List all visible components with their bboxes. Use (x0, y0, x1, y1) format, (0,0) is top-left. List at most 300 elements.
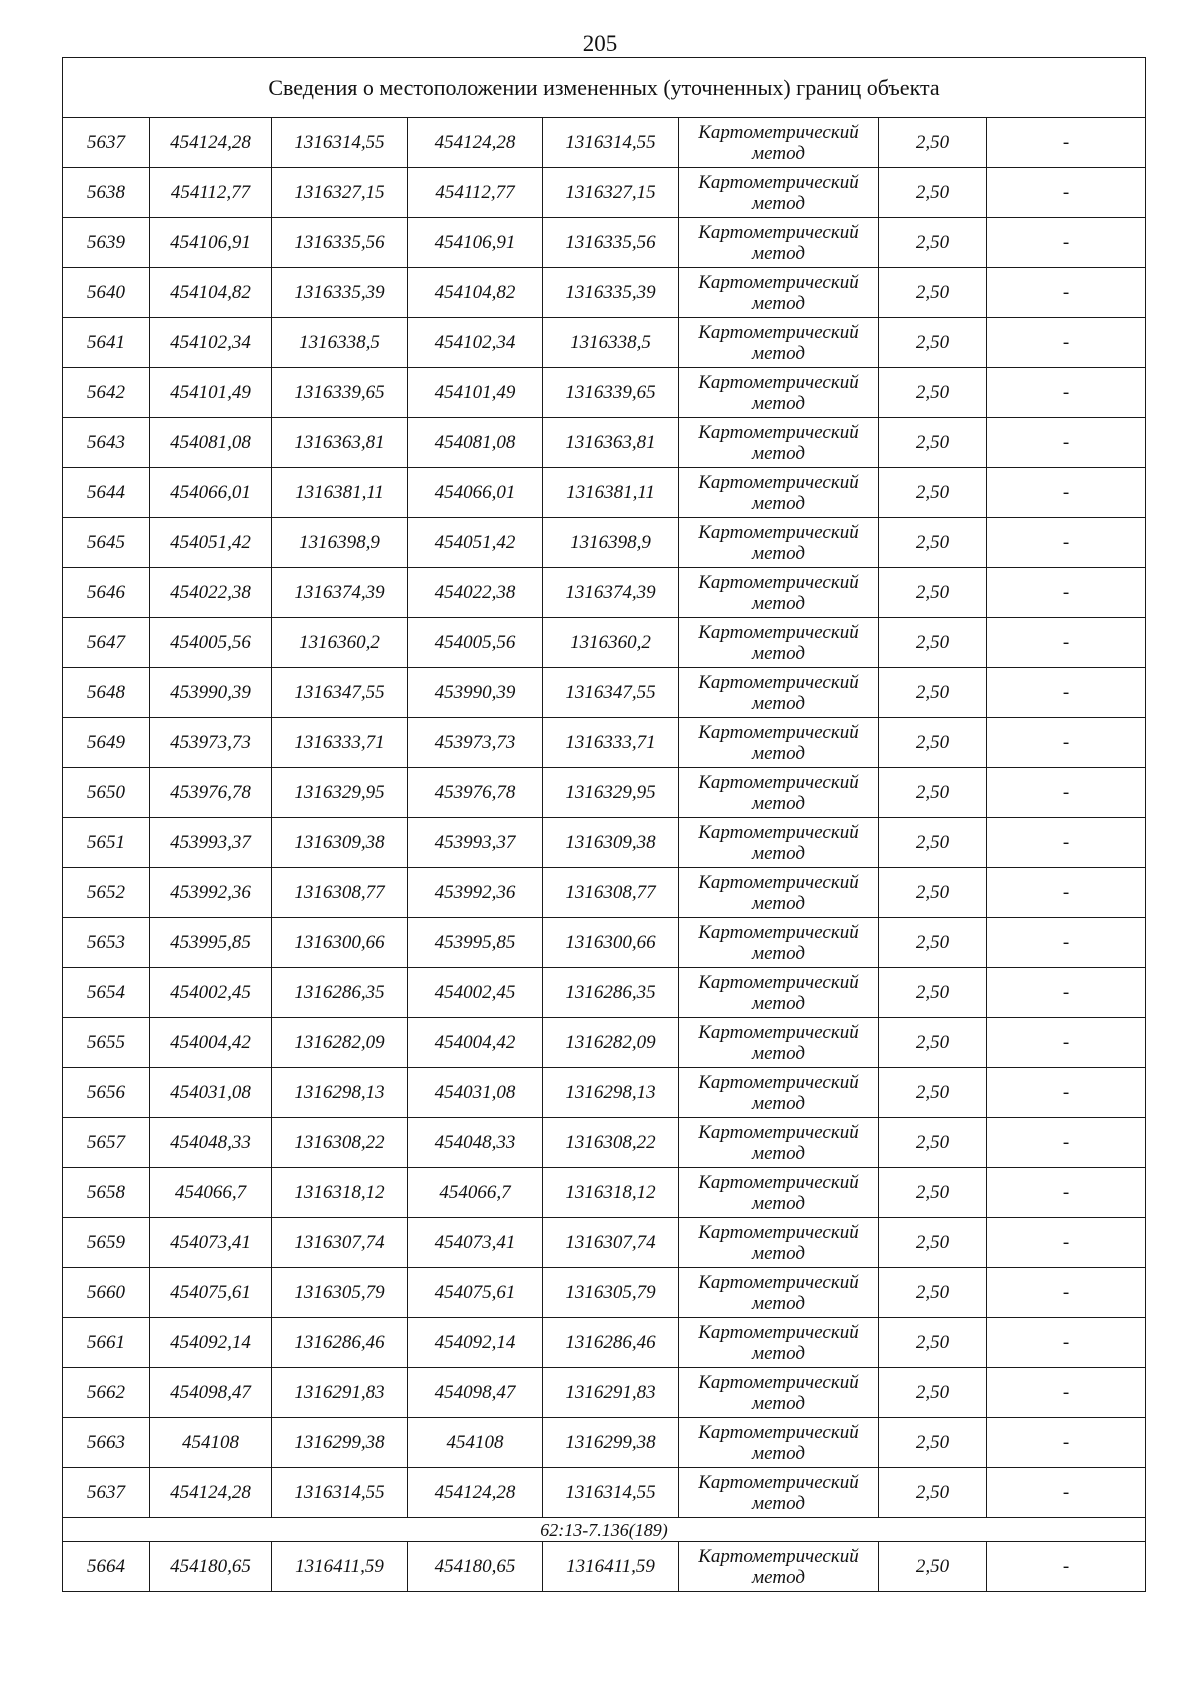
y-refined-cell: 1316333,71 (543, 718, 679, 768)
y-existing-cell: 1316309,38 (272, 818, 408, 868)
method-line-1: Картометрический (698, 921, 859, 943)
y-refined-cell: 1316314,55 (543, 118, 679, 168)
method-line-2: метод (752, 1442, 805, 1464)
point-number-cell: 5664 (63, 1542, 150, 1592)
method-line-2: метод (752, 1392, 805, 1414)
description-cell: - (987, 1468, 1146, 1518)
x-existing-cell: 454108 (150, 1418, 272, 1468)
x-existing-cell: 454075,61 (150, 1268, 272, 1318)
point-number-cell: 5645 (63, 518, 150, 568)
method-line-2: метод (752, 942, 805, 964)
method-line-1: Картометрический (698, 721, 859, 743)
y-refined-cell: 1316286,46 (543, 1318, 679, 1368)
point-number-cell: 5643 (63, 418, 150, 468)
method-cell (679, 618, 879, 668)
description-cell: - (987, 468, 1146, 518)
y-existing-cell: 1316305,79 (272, 1268, 408, 1318)
table-row (63, 1418, 1146, 1468)
method-cell (679, 418, 879, 468)
description-cell: - (987, 868, 1146, 918)
x-refined-cell: 454098,47 (408, 1368, 543, 1418)
method-cell (679, 368, 879, 418)
x-existing-cell: 454002,45 (150, 968, 272, 1018)
x-refined-cell: 454124,28 (408, 1468, 543, 1518)
method-cell (679, 518, 879, 568)
method-line-1: Картометрический (698, 171, 859, 193)
x-existing-cell: 454104,82 (150, 268, 272, 318)
method-line-2: метод (752, 742, 805, 764)
method-line-2: метод (752, 1492, 805, 1514)
method-line-2: метод (752, 992, 805, 1014)
method-cell (679, 1268, 879, 1318)
method-line-1: Картометрический (698, 271, 859, 293)
method-cell (679, 168, 879, 218)
x-refined-cell: 453995,85 (408, 918, 543, 968)
table-row (63, 868, 1146, 918)
y-existing-cell: 1316411,59 (272, 1542, 408, 1592)
y-existing-cell: 1316327,15 (272, 168, 408, 218)
y-existing-cell: 1316335,56 (272, 218, 408, 268)
accuracy-cell: 2,50 (879, 468, 987, 518)
method-line-1: Картометрический (698, 971, 859, 993)
point-number-cell: 5648 (63, 668, 150, 718)
method-cell (679, 968, 879, 1018)
description-cell: - (987, 1542, 1146, 1592)
point-number-cell: 5662 (63, 1368, 150, 1418)
method-cell (679, 218, 879, 268)
method-line-1: Картометрический (698, 521, 859, 543)
method-cell (679, 1068, 879, 1118)
y-refined-cell: 1316299,38 (543, 1418, 679, 1468)
accuracy-cell: 2,50 (879, 1018, 987, 1068)
method-line-1: Картометрический (698, 1371, 859, 1393)
x-refined-cell: 454106,91 (408, 218, 543, 268)
table-row (63, 518, 1146, 568)
y-refined-cell: 1316305,79 (543, 1268, 679, 1318)
y-existing-cell: 1316338,5 (272, 318, 408, 368)
y-refined-cell: 1316335,56 (543, 218, 679, 268)
description-cell: - (987, 1168, 1146, 1218)
x-existing-cell: 453990,39 (150, 668, 272, 718)
accuracy-cell: 2,50 (879, 118, 987, 168)
point-number-cell: 5663 (63, 1418, 150, 1468)
method-cell (679, 1368, 879, 1418)
y-refined-cell: 1316291,83 (543, 1368, 679, 1418)
y-refined-cell: 1316309,38 (543, 818, 679, 868)
y-existing-cell: 1316314,55 (272, 118, 408, 168)
y-existing-cell: 1316360,2 (272, 618, 408, 668)
method-cell (679, 1018, 879, 1068)
description-cell: - (987, 218, 1146, 268)
x-refined-cell: 454048,33 (408, 1118, 543, 1168)
section-cadastral-number: 62:13-7.136(189) (63, 1518, 1146, 1542)
accuracy-cell: 2,50 (879, 1218, 987, 1268)
accuracy-cell: 2,50 (879, 368, 987, 418)
accuracy-cell: 2,50 (879, 1168, 987, 1218)
description-cell: - (987, 1118, 1146, 1168)
y-refined-cell: 1316381,11 (543, 468, 679, 518)
point-number-cell: 5660 (63, 1268, 150, 1318)
accuracy-cell: 2,50 (879, 668, 987, 718)
y-refined-cell: 1316363,81 (543, 418, 679, 468)
x-existing-cell: 454004,42 (150, 1018, 272, 1068)
y-existing-cell: 1316363,81 (272, 418, 408, 468)
x-refined-cell: 454180,65 (408, 1542, 543, 1592)
method-cell (679, 1542, 879, 1592)
description-cell: - (987, 1268, 1146, 1318)
method-line-1: Картометрический (698, 1121, 859, 1143)
y-existing-cell: 1316339,65 (272, 368, 408, 418)
method-line-1: Картометрический (698, 421, 859, 443)
method-cell (679, 468, 879, 518)
method-line-2: метод (752, 142, 805, 164)
y-existing-cell: 1316308,77 (272, 868, 408, 918)
x-refined-cell: 454124,28 (408, 118, 543, 168)
method-line-1: Картометрический (698, 871, 859, 893)
y-refined-cell: 1316308,22 (543, 1118, 679, 1168)
table-row (63, 568, 1146, 618)
point-number-cell: 5644 (63, 468, 150, 518)
y-refined-cell: 1316411,59 (543, 1542, 679, 1592)
x-refined-cell: 454002,45 (408, 968, 543, 1018)
table-row (63, 1468, 1146, 1518)
x-existing-cell: 454005,56 (150, 618, 272, 668)
method-line-1: Картометрический (698, 1421, 859, 1443)
method-cell (679, 718, 879, 768)
method-line-2: метод (752, 1042, 805, 1064)
x-existing-cell: 454124,28 (150, 118, 272, 168)
x-existing-cell: 453976,78 (150, 768, 272, 818)
x-refined-cell: 454102,34 (408, 318, 543, 368)
table-row (63, 1268, 1146, 1318)
method-line-1: Картометрический (698, 821, 859, 843)
description-cell: - (987, 768, 1146, 818)
accuracy-cell: 2,50 (879, 868, 987, 918)
method-cell (679, 1118, 879, 1168)
x-existing-cell: 454106,91 (150, 218, 272, 268)
y-refined-cell: 1316339,65 (543, 368, 679, 418)
y-existing-cell: 1316286,35 (272, 968, 408, 1018)
point-number-cell: 5653 (63, 918, 150, 968)
x-existing-cell: 453973,73 (150, 718, 272, 768)
description-cell: - (987, 118, 1146, 168)
accuracy-cell: 2,50 (879, 168, 987, 218)
description-cell: - (987, 268, 1146, 318)
table-row (63, 1118, 1146, 1168)
table-row (63, 718, 1146, 768)
y-existing-cell: 1316300,66 (272, 918, 408, 968)
x-existing-cell: 454180,65 (150, 1542, 272, 1592)
point-number-cell: 5661 (63, 1318, 150, 1368)
method-cell (679, 768, 879, 818)
y-refined-cell: 1316374,39 (543, 568, 679, 618)
y-refined-cell: 1316298,13 (543, 1068, 679, 1118)
table-row (63, 968, 1146, 1018)
table-row (63, 618, 1146, 668)
x-refined-cell: 454031,08 (408, 1068, 543, 1118)
method-cell (679, 918, 879, 968)
x-refined-cell: 454066,7 (408, 1168, 543, 1218)
description-cell: - (987, 968, 1146, 1018)
point-number-cell: 5639 (63, 218, 150, 268)
table-row (63, 1018, 1146, 1068)
method-cell (679, 1318, 879, 1368)
description-cell: - (987, 168, 1146, 218)
x-existing-cell: 453995,85 (150, 918, 272, 968)
accuracy-cell: 2,50 (879, 218, 987, 268)
table-title-row (63, 58, 1146, 118)
x-refined-cell: 454051,42 (408, 518, 543, 568)
x-refined-cell: 454005,56 (408, 618, 543, 668)
accuracy-cell: 2,50 (879, 568, 987, 618)
y-refined-cell: 1316318,12 (543, 1168, 679, 1218)
x-existing-cell: 454112,77 (150, 168, 272, 218)
table-row (63, 1168, 1146, 1218)
x-refined-cell: 453992,36 (408, 868, 543, 918)
method-line-1: Картометрический (698, 1171, 859, 1193)
accuracy-cell: 2,50 (879, 1542, 987, 1592)
point-number-cell: 5657 (63, 1118, 150, 1168)
method-line-2: метод (752, 792, 805, 814)
point-number-cell: 5652 (63, 868, 150, 918)
method-line-1: Картометрический (698, 671, 859, 693)
method-cell (679, 318, 879, 368)
x-refined-cell: 454112,77 (408, 168, 543, 218)
table-row (63, 468, 1146, 518)
y-existing-cell: 1316329,95 (272, 768, 408, 818)
x-refined-cell: 454092,14 (408, 1318, 543, 1368)
description-cell: - (987, 518, 1146, 568)
point-number-cell: 5640 (63, 268, 150, 318)
point-number-cell: 5651 (63, 818, 150, 868)
method-line-2: метод (752, 392, 805, 414)
method-line-2: метод (752, 342, 805, 364)
method-line-1: Картометрический (698, 371, 859, 393)
accuracy-cell: 2,50 (879, 1468, 987, 1518)
table-row (63, 218, 1146, 268)
y-refined-cell: 1316308,77 (543, 868, 679, 918)
table-row (63, 918, 1146, 968)
x-refined-cell: 453993,37 (408, 818, 543, 868)
accuracy-cell: 2,50 (879, 1068, 987, 1118)
x-refined-cell: 454075,61 (408, 1268, 543, 1318)
x-existing-cell: 454081,08 (150, 418, 272, 468)
y-refined-cell: 1316300,66 (543, 918, 679, 968)
table-body (63, 58, 1146, 1592)
table-row (63, 118, 1146, 168)
point-number-cell: 5646 (63, 568, 150, 618)
method-line-2: метод (752, 192, 805, 214)
y-refined-cell: 1316307,74 (543, 1218, 679, 1268)
x-refined-cell: 453976,78 (408, 768, 543, 818)
description-cell: - (987, 1018, 1146, 1068)
method-cell (679, 868, 879, 918)
point-number-cell: 5659 (63, 1218, 150, 1268)
description-cell: - (987, 1368, 1146, 1418)
table-row (63, 768, 1146, 818)
accuracy-cell: 2,50 (879, 1118, 987, 1168)
method-line-1: Картометрический (698, 1545, 859, 1567)
y-existing-cell: 1316381,11 (272, 468, 408, 518)
method-line-1: Картометрический (698, 1021, 859, 1043)
method-cell (679, 1218, 879, 1268)
description-cell: - (987, 1418, 1146, 1468)
table-row (63, 418, 1146, 468)
x-refined-cell: 454108 (408, 1418, 543, 1468)
y-existing-cell: 1316286,46 (272, 1318, 408, 1368)
method-cell (679, 568, 879, 618)
method-cell (679, 268, 879, 318)
boundary-coordinates-table (62, 57, 1146, 1592)
method-line-1: Картометрический (698, 621, 859, 643)
y-refined-cell: 1316327,15 (543, 168, 679, 218)
y-refined-cell: 1316329,95 (543, 768, 679, 818)
accuracy-cell: 2,50 (879, 1418, 987, 1468)
accuracy-cell: 2,50 (879, 518, 987, 568)
y-existing-cell: 1316291,83 (272, 1368, 408, 1418)
method-line-2: метод (752, 442, 805, 464)
method-line-1: Картометрический (698, 1221, 859, 1243)
method-cell (679, 668, 879, 718)
method-cell (679, 1418, 879, 1468)
method-line-2: метод (752, 1092, 805, 1114)
x-existing-cell: 453993,37 (150, 818, 272, 868)
accuracy-cell: 2,50 (879, 618, 987, 668)
y-existing-cell: 1316347,55 (272, 668, 408, 718)
x-existing-cell: 454124,28 (150, 1468, 272, 1518)
y-refined-cell: 1316314,55 (543, 1468, 679, 1518)
point-number-cell: 5642 (63, 368, 150, 418)
method-line-2: метод (752, 292, 805, 314)
method-line-1: Картометрический (698, 771, 859, 793)
method-line-2: метод (752, 1192, 805, 1214)
y-existing-cell: 1316299,38 (272, 1418, 408, 1468)
point-number-cell: 5637 (63, 1468, 150, 1518)
method-cell (679, 1468, 879, 1518)
method-line-1: Картометрический (698, 471, 859, 493)
method-line-2: метод (752, 492, 805, 514)
x-existing-cell: 454073,41 (150, 1218, 272, 1268)
x-refined-cell: 453973,73 (408, 718, 543, 768)
accuracy-cell: 2,50 (879, 968, 987, 1018)
x-refined-cell: 453990,39 (408, 668, 543, 718)
method-line-2: метод (752, 1292, 805, 1314)
method-line-1: Картометрический (698, 221, 859, 243)
description-cell: - (987, 318, 1146, 368)
method-line-2: метод (752, 1342, 805, 1364)
y-refined-cell: 1316335,39 (543, 268, 679, 318)
method-line-2: метод (752, 842, 805, 864)
method-line-2: метод (752, 892, 805, 914)
point-number-cell: 5656 (63, 1068, 150, 1118)
method-line-2: метод (752, 1142, 805, 1164)
accuracy-cell: 2,50 (879, 1318, 987, 1368)
table-row (63, 1068, 1146, 1118)
method-line-1: Картометрический (698, 321, 859, 343)
table-row (63, 268, 1146, 318)
table-row (63, 668, 1146, 718)
point-number-cell: 5650 (63, 768, 150, 818)
x-refined-cell: 454004,42 (408, 1018, 543, 1068)
x-existing-cell: 454022,38 (150, 568, 272, 618)
method-line-1: Картометрический (698, 1271, 859, 1293)
accuracy-cell: 2,50 (879, 1268, 987, 1318)
x-refined-cell: 454104,82 (408, 268, 543, 318)
table-row (63, 1218, 1146, 1268)
table-row (63, 368, 1146, 418)
y-existing-cell: 1316308,22 (272, 1118, 408, 1168)
accuracy-cell: 2,50 (879, 418, 987, 468)
y-refined-cell: 1316347,55 (543, 668, 679, 718)
x-refined-cell: 454081,08 (408, 418, 543, 468)
description-cell: - (987, 668, 1146, 718)
x-existing-cell: 454101,49 (150, 368, 272, 418)
accuracy-cell: 2,50 (879, 818, 987, 868)
method-line-2: метод (752, 1566, 805, 1588)
y-refined-cell: 1316360,2 (543, 618, 679, 668)
description-cell: - (987, 1318, 1146, 1368)
method-line-1: Картометрический (698, 1471, 859, 1493)
x-existing-cell: 454031,08 (150, 1068, 272, 1118)
description-cell: - (987, 1068, 1146, 1118)
description-cell: - (987, 618, 1146, 668)
description-cell: - (987, 418, 1146, 468)
method-cell (679, 1168, 879, 1218)
accuracy-cell: 2,50 (879, 918, 987, 968)
x-existing-cell: 453992,36 (150, 868, 272, 918)
point-number-cell: 5649 (63, 718, 150, 768)
x-existing-cell: 454092,14 (150, 1318, 272, 1368)
method-line-2: метод (752, 1242, 805, 1264)
method-line-2: метод (752, 242, 805, 264)
method-line-1: Картометрический (698, 121, 859, 143)
accuracy-cell: 2,50 (879, 268, 987, 318)
method-line-2: метод (752, 542, 805, 564)
point-number-cell: 5638 (63, 168, 150, 218)
page-number: 205 (582, 31, 618, 56)
x-existing-cell: 454066,01 (150, 468, 272, 518)
y-existing-cell: 1316314,55 (272, 1468, 408, 1518)
description-cell: - (987, 1218, 1146, 1268)
x-refined-cell: 454022,38 (408, 568, 543, 618)
y-existing-cell: 1316307,74 (272, 1218, 408, 1268)
accuracy-cell: 2,50 (879, 318, 987, 368)
table-row (63, 1542, 1146, 1592)
method-cell (679, 118, 879, 168)
x-refined-cell: 454066,01 (408, 468, 543, 518)
method-line-2: метод (752, 592, 805, 614)
table-row (63, 1318, 1146, 1368)
y-existing-cell: 1316374,39 (272, 568, 408, 618)
accuracy-cell: 2,50 (879, 768, 987, 818)
point-number-cell: 5658 (63, 1168, 150, 1218)
y-existing-cell: 1316333,71 (272, 718, 408, 768)
description-cell: - (987, 718, 1146, 768)
table-title: Сведения о местоположении измененных (уточненных) границ объекта (63, 58, 1146, 118)
description-cell: - (987, 818, 1146, 868)
point-number-cell: 5654 (63, 968, 150, 1018)
method-line-2: метод (752, 692, 805, 714)
y-existing-cell: 1316398,9 (272, 518, 408, 568)
y-refined-cell: 1316286,35 (543, 968, 679, 1018)
y-existing-cell: 1316298,13 (272, 1068, 408, 1118)
x-existing-cell: 454102,34 (150, 318, 272, 368)
table-row (63, 818, 1146, 868)
method-line-2: метод (752, 642, 805, 664)
description-cell: - (987, 568, 1146, 618)
x-refined-cell: 454101,49 (408, 368, 543, 418)
x-refined-cell: 454073,41 (408, 1218, 543, 1268)
